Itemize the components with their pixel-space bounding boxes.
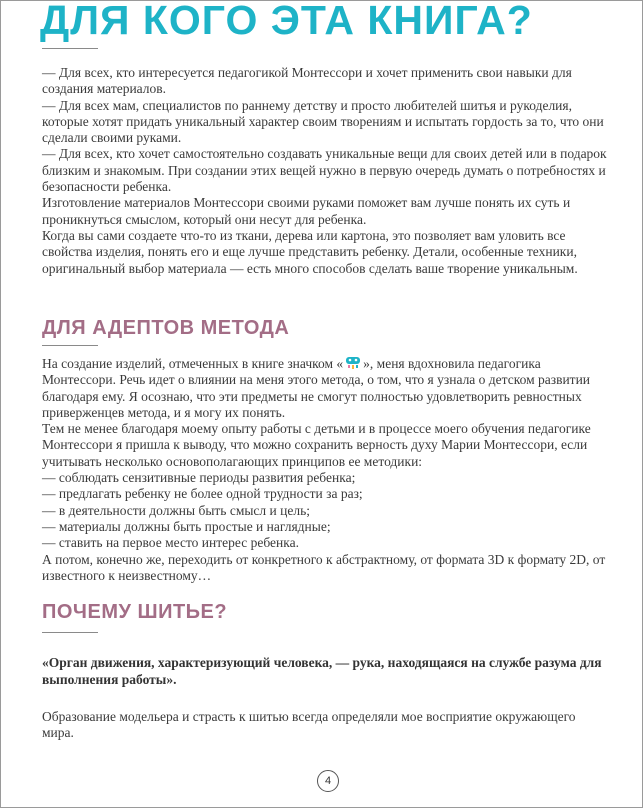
section-title-method: ДЛЯ АДЕПТОВ МЕТОДА xyxy=(42,317,290,339)
method-text xyxy=(42,356,609,584)
intro-paragraph: Изготовление материалов Монтессори своими руками поможет вам лучше понять их суть и проникнуться смыслом, который они несут для ребенка. xyxy=(42,195,571,227)
intro-paragraph: Когда вы сами создаете что-то из ткани, дерева или картона, это позволяет вам уловить все свойства изделия, понять его и еще лучше представить ребенку. Детали, особенные техники, оригинальный выбор материала — есть много способов сделать ваше творение уникальным. xyxy=(42,227,578,276)
method-paragraph: А потом, конечно же, переходить от конкретного к абстрактному, от формата 3D к формату 2D, от известного к неизвестному… xyxy=(42,551,606,583)
method-paragraph-end: », меня вдохновила педагогика Монтессори. Речь идет о влиянии на меня этого метода, о том, что я узнала о детском развитии благодаря ему. Я осознаю, что эти предметы не смогут полностью удовлетворить ревностных приверженцев метода, и я могу их понять. xyxy=(42,356,591,420)
intro-text xyxy=(42,65,609,277)
principle-item: — соблюдать сензитивные периоды развития ребенка; xyxy=(42,470,356,486)
principle-item: — в деятельности должны быть смысл и цель; xyxy=(42,502,310,518)
page-title: ДЛЯ КОГО ЭТА КНИГА? xyxy=(40,0,533,43)
principle-item: — ставить на первое место интерес ребенка. xyxy=(42,535,299,551)
page-number: 4 xyxy=(317,770,339,792)
intro-paragraph: — Для всех, кто хочет самостоятельно создавать уникальные вещи для своих детей или в подарок близким и знакомым. При создании этих вещей нужно в первую очередь думать о потребностях и безопасности ребенка. xyxy=(42,146,607,195)
intro-paragraph: — Для всех мам, специалистов по раннему детству и просто любителей шитья и рукоделия, которые хотят придать уникальный характер своим творениям и испытать гордость за то, что они сделали своими руками. xyxy=(42,97,604,146)
method-paragraph: Тем не менее благодаря моему опыту работы с детьми и в процессе моего обучения педагогике Монтессори я пришла к выводу, что можно сохранить верность духу Марии Монтессори, если учитывать несколько основополагающих принципов ее методики: xyxy=(42,421,591,469)
principle-item: — предлагать ребенку не более одной трудности за раз; xyxy=(42,486,363,502)
section-title-sewing: ПОЧЕМУ ШИТЬЕ? xyxy=(42,601,228,623)
sewing-quote: «Орган движения, характеризующий человека, — рука, находящаяся на службе разума для выполнения работы». xyxy=(42,655,602,687)
principle-item: — материалы должны быть простые и наглядные; xyxy=(42,518,331,534)
sewing-divider xyxy=(42,632,98,633)
sewing-text: Образование модельера и страсть к шитью всегда определяли мое восприятие окружающего мира. xyxy=(42,709,576,741)
method-divider xyxy=(42,345,98,346)
intro-paragraph: — Для всех, кто интересуется педагогикой Монтессори и хочет применить свои навыки для создания материалов. xyxy=(42,65,572,97)
method-paragraph-start: На создание изделий, отмеченных в книге значком « xyxy=(42,356,344,371)
method-paragraph xyxy=(42,356,609,421)
title-divider xyxy=(42,48,98,49)
montessori-mark-icon xyxy=(344,356,362,370)
